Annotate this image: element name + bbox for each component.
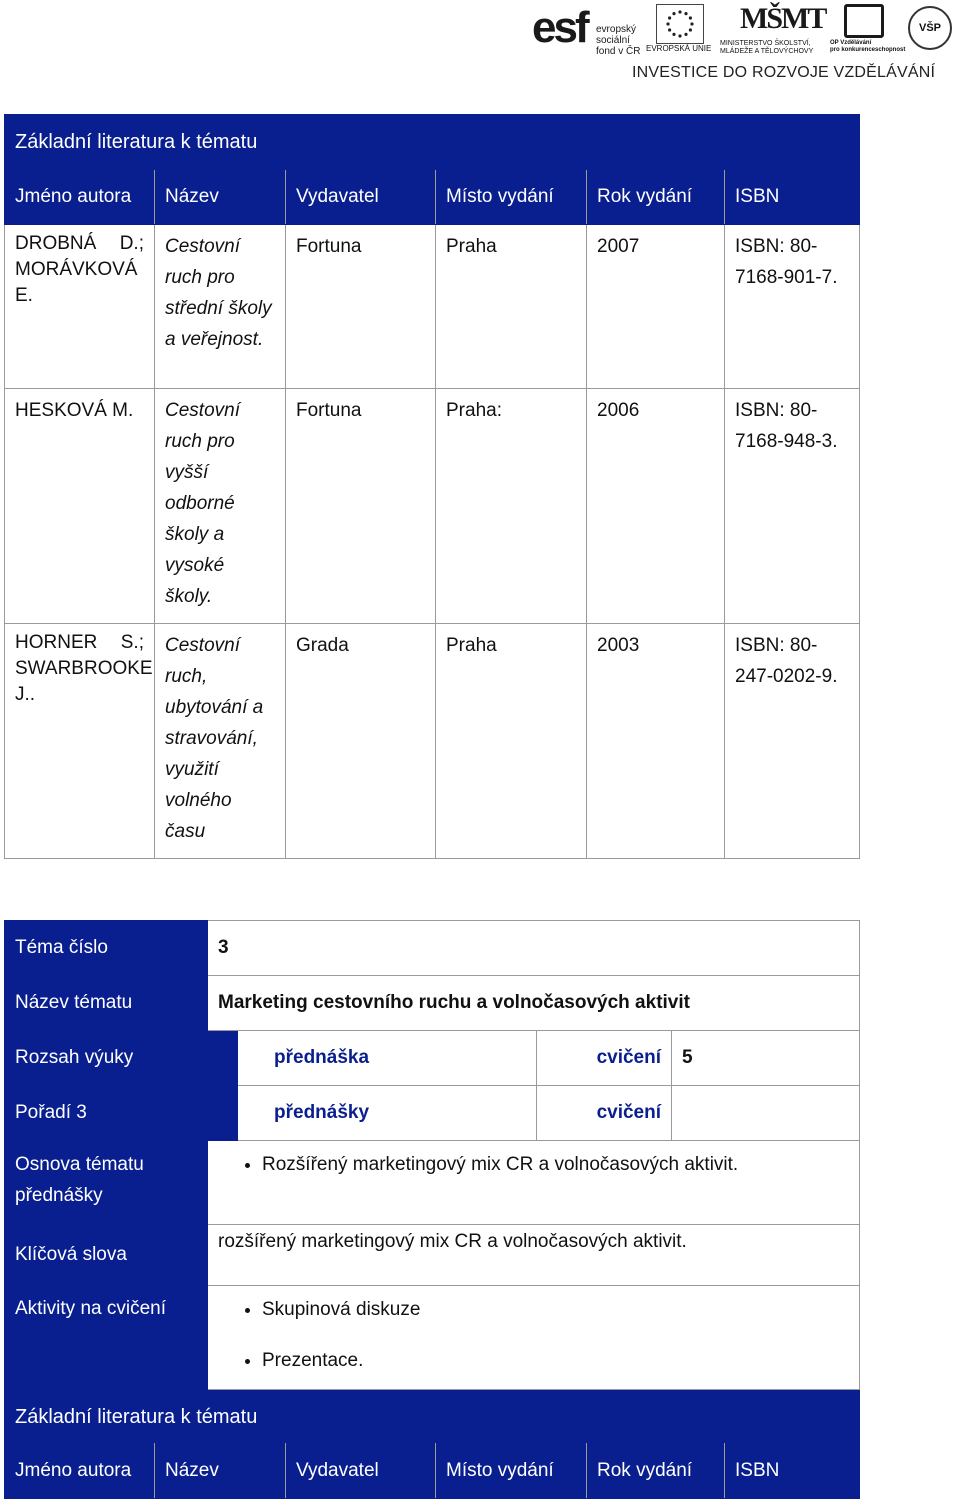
col-publisher: Vydavatel (286, 1444, 436, 1499)
order-exercise-value (672, 1086, 860, 1141)
col-publisher: Vydavatel (286, 170, 436, 225)
row-year: 2007 (587, 225, 725, 389)
activities-content (208, 1286, 860, 1390)
row-isbn: ISBN: 80-247-0202-9. (725, 624, 860, 859)
esf-logo-mark: esf (532, 3, 587, 52)
col-author: Jméno autora (5, 170, 155, 225)
outline-label: Osnova tématu přednášky (5, 1141, 208, 1225)
scope-exercise-value: 5 (672, 1031, 860, 1086)
col-place: Místo vydání (436, 1444, 587, 1499)
msmt-caption: MINISTERSTVO ŠKOLSTVÍ, MLÁDEŽE A TĚLOVÝCHOVY (720, 40, 814, 55)
list-item: • Skupinová diskuze (262, 1294, 849, 1325)
row-title: Cestovní ruch pro vyšší odborné školy a vysoké školy. (155, 389, 286, 624)
order-exercise: cvičení (537, 1086, 672, 1141)
op-caption: OP Vzdělávání pro konkurenceschopnost (830, 40, 906, 53)
row-publisher: Grada (286, 624, 436, 859)
topic-number-value: 3 (208, 921, 860, 976)
table-row (5, 389, 860, 624)
keywords-label: Klíčová slova (5, 1225, 208, 1286)
activities-label: Aktivity na cvičení (5, 1286, 208, 1390)
investice-tagline: INVESTICE DO ROZVOJE VZDĚLÁVÁNÍ (632, 64, 936, 81)
literature-header-row (5, 1444, 860, 1499)
row-place: Praha (436, 225, 587, 389)
topic-name-label: Název tématu (5, 976, 208, 1031)
row-author: DROBNÁ D.; MORÁVKOVÁ E. (5, 225, 155, 389)
outline-content (208, 1141, 860, 1225)
vsp-seal: VŠP (908, 6, 952, 50)
col-author: Jméno autora (5, 1444, 155, 1499)
topic-number-label: Téma číslo (5, 921, 208, 976)
literature-table-2 (4, 1443, 860, 1499)
row-place: Praha: (436, 389, 587, 624)
topic-name-value: Marketing cestovního ruchu a volnočasových aktivit (208, 976, 860, 1031)
op-logo (830, 4, 906, 54)
esf-logo-caption: evropský sociální fond v ČR (596, 24, 641, 57)
scope-exercise: cvičení (537, 1031, 672, 1086)
row-title: Cestovní ruch, ubytování a stravování, využití volného času (155, 624, 286, 859)
row-place: Praha (436, 624, 587, 859)
row-isbn: ISBN: 80-7168-901-7. (725, 225, 860, 389)
col-year: Rok vydání (587, 170, 725, 225)
eu-stars-icon (656, 4, 704, 44)
eu-flag-logo (646, 4, 712, 54)
row-year: 2003 (587, 624, 725, 859)
outline-list (218, 1149, 849, 1180)
row-author: HESKOVÁ M. (5, 389, 155, 624)
order-row (5, 1086, 860, 1141)
header-logos (530, 0, 960, 90)
scope-row (5, 1031, 860, 1086)
list-item: • Rozšířený marketingový mix CR a volnočasových aktivit. (262, 1149, 849, 1180)
esf-logo (532, 3, 641, 57)
topic-number-row (5, 921, 860, 976)
col-isbn: ISBN (725, 1444, 860, 1499)
literature-title: Základní literatura k tématu (5, 1390, 860, 1445)
col-isbn: ISBN (725, 170, 860, 225)
table-row (5, 225, 860, 389)
row-publisher: Fortuna (286, 225, 436, 389)
activities-row (5, 1286, 860, 1390)
eu-caption: EVROPSKÁ UNIE (646, 44, 712, 53)
row-title: Cestovní ruch pro střední školy a veřejnost. (155, 225, 286, 389)
col-title: Název (155, 170, 286, 225)
outline-row (5, 1141, 860, 1225)
row-author: HORNER S.; SWARBROOKE J.. (5, 624, 155, 859)
col-title: Název (155, 1444, 286, 1499)
topic-table (4, 920, 860, 1445)
col-year: Rok vydání (587, 1444, 725, 1499)
order-label: Pořadí 3 (5, 1086, 238, 1141)
literature-header-row (5, 170, 860, 225)
list-item: • Prezentace. (262, 1345, 849, 1376)
keywords-row (5, 1225, 860, 1286)
scope-lecture: přednáška (238, 1031, 537, 1086)
col-place: Místo vydání (436, 170, 587, 225)
row-publisher: Fortuna (286, 389, 436, 624)
table-row (5, 624, 860, 859)
op-frame-icon (844, 4, 884, 38)
keywords-value: rozšířený marketingový mix CR a volnočasových aktivit. (208, 1225, 860, 1286)
row-isbn: ISBN: 80-7168-948-3. (725, 389, 860, 624)
literature-title-row (5, 1390, 860, 1445)
literature-title: Základní literatura k tématu (5, 115, 860, 170)
row-year: 2006 (587, 389, 725, 624)
topic-name-row (5, 976, 860, 1031)
scope-label: Rozsah výuky (5, 1031, 238, 1086)
msmt-logo (720, 2, 826, 55)
literature-table-1 (4, 114, 860, 859)
vsp-logo (908, 4, 958, 54)
activities-list (218, 1294, 849, 1376)
literature-title-row (5, 115, 860, 170)
order-lecture: přednášky (238, 1086, 537, 1141)
msmt-mark: MŠMT (740, 2, 826, 35)
